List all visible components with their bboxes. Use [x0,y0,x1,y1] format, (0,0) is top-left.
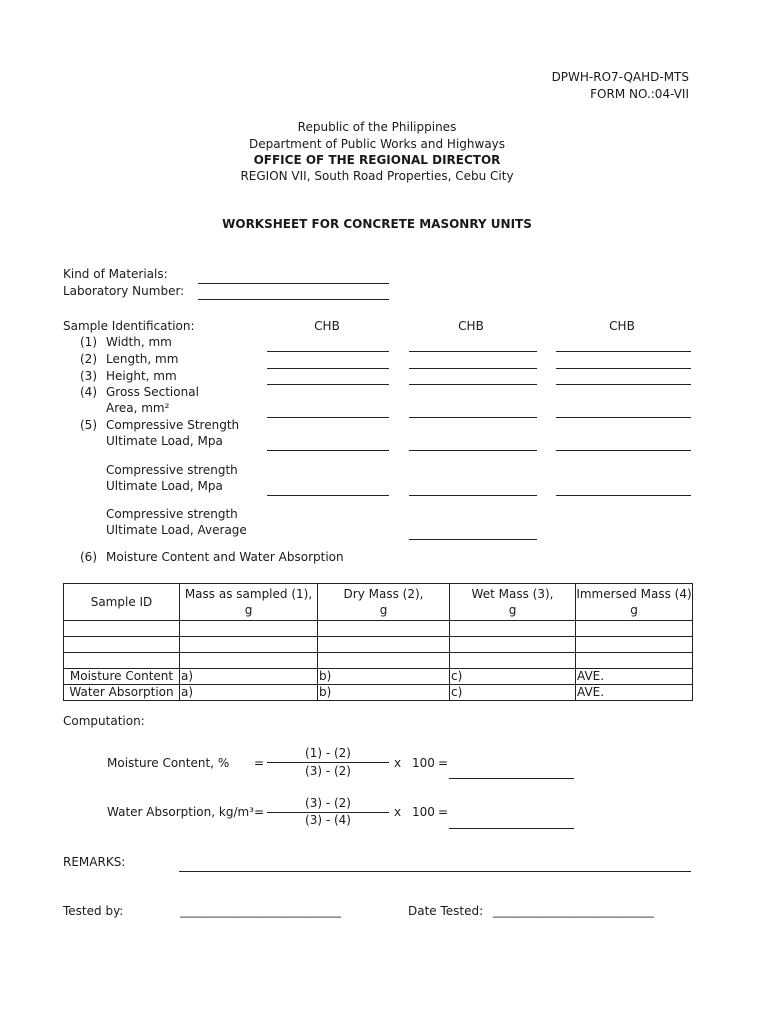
header-immersed-mass: Immersed Mass (4) g [576,584,693,621]
area-field-1[interactable] [267,417,389,418]
absorption-formula-factor: 100 [412,805,435,819]
header-office: OFFICE OF THE REGIONAL DIRECTOR [253,153,501,167]
item-number: (4) [80,385,97,399]
header-region: REGION VII, South Road Properties, Cebu City [240,169,514,183]
table-cell[interactable] [450,637,576,653]
moisture-cell-c[interactable]: c) [450,669,576,685]
table-cell[interactable] [450,621,576,637]
compressive-strength-label-2: Compressive strength [106,463,238,477]
width-field-2[interactable] [409,351,537,352]
table-cell[interactable] [576,621,693,637]
absorption-result-field[interactable] [449,828,574,829]
compressive-field-2[interactable] [409,450,537,451]
table-cell[interactable] [318,621,450,637]
width-field-1[interactable] [267,351,389,352]
table-cell[interactable] [318,637,450,653]
item-number: (2) [80,352,97,366]
moisture-content-label: Moisture Content [64,669,180,685]
moisture-fraction-bar [267,762,389,763]
moisture-formula-times: x [394,756,402,770]
table-row [64,637,693,653]
absorption-formula-label: Water Absorption, kg/m³ [107,805,254,819]
absorption-cell-a[interactable]: a) [180,685,318,701]
remarks-label: REMARKS: [63,855,126,869]
header-republic: Republic of the Philippines [297,120,457,134]
page-title: WORKSHEET FOR CONCRETE MASONRY UNITS [222,217,532,231]
compressive-2-field-3[interactable] [556,495,691,496]
table-cell[interactable] [64,653,180,669]
moisture-cell-b[interactable]: b) [318,669,450,685]
form-number: FORM NO.:04-VII [590,87,689,101]
compressive-2-field-2[interactable] [409,495,537,496]
absorption-cell-ave[interactable]: AVE. [576,685,693,701]
column-header-chb-1: CHB [314,319,340,333]
kind-of-materials-label: Kind of Materials: [63,267,168,281]
table-cell[interactable] [64,621,180,637]
width-field-3[interactable] [556,351,691,352]
header-mass-as-sampled: Mass as sampled (1), g [180,584,318,621]
header-sample-id: Sample ID [64,584,180,621]
computation-heading: Computation: [63,714,145,728]
moisture-formula-factor: 100 [412,756,435,770]
laboratory-number-field[interactable] [198,299,389,300]
moisture-formula-equals2: = [438,756,449,770]
item-number: (1) [80,335,97,349]
item-label-compressive-strength: Compressive Strength [106,418,240,432]
moisture-formula-numerator: (1) - (2) [305,746,351,760]
item-number: (3) [80,369,97,383]
compressive-average-field[interactable] [409,539,537,540]
compressive-field-3[interactable] [556,450,691,451]
column-header-chb-3: CHB [609,319,635,333]
length-field-1[interactable] [267,368,389,369]
table-cell[interactable] [180,637,318,653]
table-row [64,621,693,637]
table-cell[interactable] [318,653,450,669]
absorption-formula-numerator: (3) - (2) [305,796,351,810]
area-field-2[interactable] [409,417,537,418]
absorption-cell-c[interactable]: c) [450,685,576,701]
header-department: Department of Public Works and Highways [248,137,506,151]
table-cell[interactable] [576,637,693,653]
header-wet-mass: Wet Mass (3), g [450,584,576,621]
height-field-3[interactable] [556,384,691,385]
table-cell[interactable] [64,637,180,653]
tested-by-label: Tested by: [63,904,124,918]
moisture-formula-equals: = [254,756,265,770]
table-row [64,653,693,669]
compressive-field-1[interactable] [267,450,389,451]
item-label-area: Area, mm² [106,401,170,415]
ultimate-load-label-2: Ultimate Load, Mpa [106,479,223,493]
item-label-length: Length, mm [106,352,179,366]
item-label-height: Height, mm [106,369,177,383]
height-field-2[interactable] [409,384,537,385]
date-tested-field[interactable]: ____________________________ [493,904,654,918]
date-tested-label: Date Tested: [408,904,484,918]
compressive-strength-label-avg: Compressive strength [106,507,238,521]
absorption-formula-equals: = [254,805,265,819]
item-label-ultimate-load: Ultimate Load, Mpa [106,434,223,448]
moisture-content-row [64,669,693,685]
area-field-3[interactable] [556,417,691,418]
item-number: (6) [80,550,97,564]
table-cell[interactable] [450,653,576,669]
moisture-cell-a[interactable]: a) [180,669,318,685]
absorption-cell-b[interactable]: b) [318,685,450,701]
column-header-chb-2: CHB [458,319,484,333]
absorption-formula-equals2: = [438,805,449,819]
table-cell[interactable] [180,653,318,669]
length-field-2[interactable] [409,368,537,369]
moisture-absorption-table [63,583,693,701]
tested-by-field[interactable]: ____________________________ [180,904,341,918]
header-dry-mass: Dry Mass (2), g [318,584,450,621]
sample-identification-heading: Sample Identification: [63,319,195,333]
form-code-line1: DPWH-RO7-QAHD-MTS [551,70,689,84]
remarks-field[interactable] [179,871,691,872]
moisture-cell-ave[interactable]: AVE. [576,669,693,685]
absorption-formula-times: x [394,805,402,819]
kind-of-materials-field[interactable] [198,283,389,284]
water-absorption-row [64,685,693,701]
laboratory-number-label: Laboratory Number: [63,284,185,298]
moisture-formula-denominator: (3) - (2) [305,764,351,778]
item-label-moisture-absorption: Moisture Content and Water Absorption [106,550,344,564]
moisture-formula-label: Moisture Content, % [107,756,230,770]
table-header-row [64,584,693,621]
moisture-result-field[interactable] [449,778,574,779]
compressive-2-field-1[interactable] [267,495,389,496]
item-label-gross-sectional: Gross Sectional [106,385,199,399]
table-cell[interactable] [180,621,318,637]
water-absorption-label: Water Absorption [64,685,180,701]
height-field-1[interactable] [267,384,389,385]
absorption-formula-denominator: (3) - (4) [305,813,351,827]
item-label-width: Width, mm [106,335,172,349]
item-number: (5) [80,418,97,432]
length-field-3[interactable] [556,368,691,369]
ultimate-load-average-label: Ultimate Load, Average [106,523,247,537]
table-cell[interactable] [576,653,693,669]
